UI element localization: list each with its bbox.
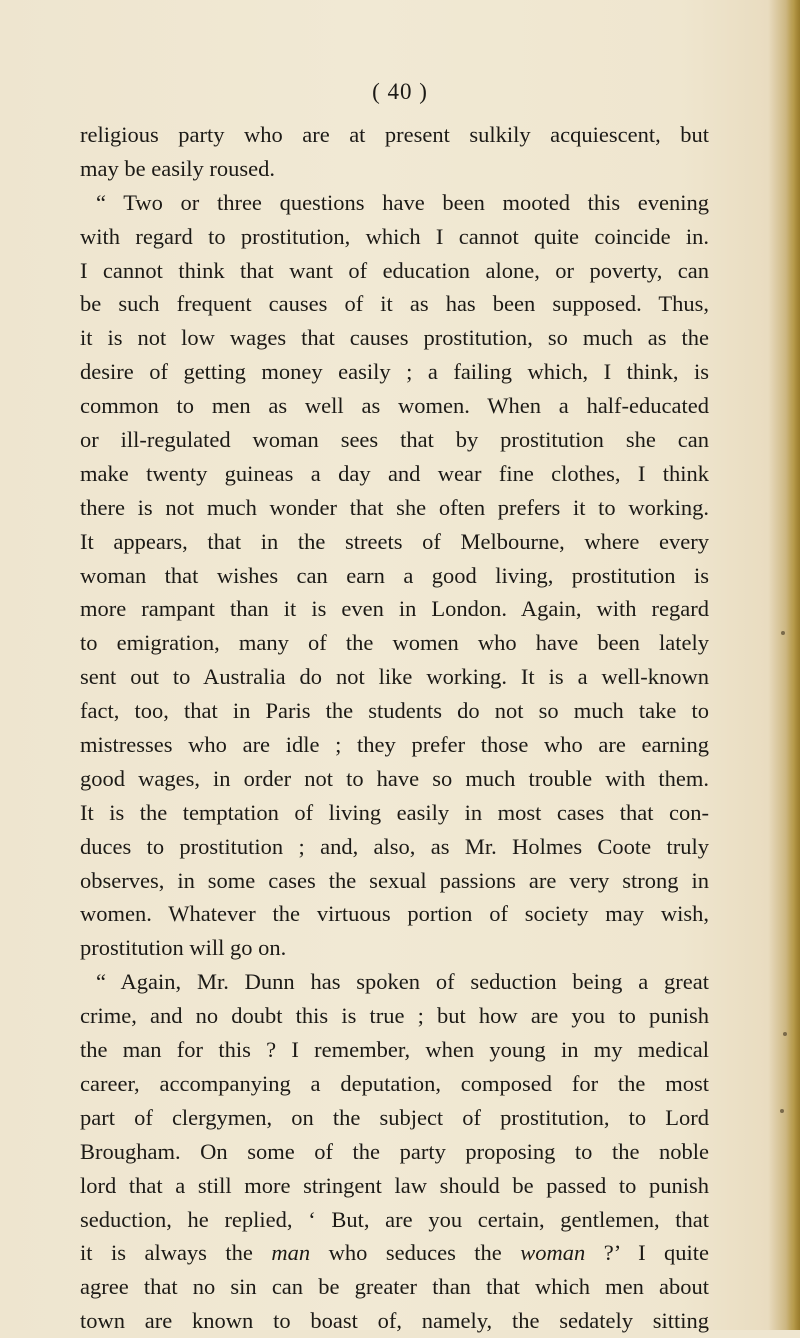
page-edge-shadow <box>786 0 800 1330</box>
margin-speck <box>781 631 785 635</box>
text-line: part of clergymen, on the subject of prostitution, to Lord <box>80 1104 709 1130</box>
text-line: Brougham. On some of the party proposing to the noble <box>80 1138 709 1164</box>
text-line: woman that wishes can earn a good living, prostitution is <box>80 562 709 588</box>
text-line: prostitution will go on. <box>80 935 287 961</box>
text-line: may be easily roused. <box>80 155 275 181</box>
text-line: It is the temptation of living easily in most cases that con- <box>80 799 709 825</box>
text-line: “ Two or three questions have been mooted this evening <box>96 189 709 215</box>
text-line: duces to prostitution ; and, also, as Mr. Holmes Coote truly <box>80 833 709 859</box>
text-line: mistresses who are idle ; they prefer those who are earning <box>80 732 709 758</box>
margin-speck <box>783 1032 787 1036</box>
text-line: it is not low wages that causes prostitution, so much as the <box>80 325 709 351</box>
text-line: lord that a still more stringent law should be passed to punish <box>80 1172 709 1198</box>
text-line: common to men as well as women. When a half-educated <box>80 393 709 419</box>
text-line: women. Whatever the virtuous portion of society may wish, <box>80 901 709 927</box>
page-number: ( 40 ) <box>372 79 428 104</box>
body-text <box>80 118 709 1338</box>
italic-word: woman <box>520 1240 586 1266</box>
text-line: crime, and no doubt this is true ; but how are you to punish <box>80 1003 709 1029</box>
text-line: It appears, that in the streets of Melbourne, where every <box>80 528 709 554</box>
text-line: sent out to Australia do not like working. It is a well-known <box>80 664 709 690</box>
text-line: I cannot think that want of education alone, or poverty, can <box>80 257 709 283</box>
text-line: the man for this ? I remember, when young in my medical <box>80 1037 709 1063</box>
text-line: fact, too, that in Paris the students do not so much take to <box>80 698 709 724</box>
text-line: “ Again, Mr. Dunn has spoken of seduction being a great <box>96 969 709 995</box>
text-line: good wages, in order not to have so much trouble with them. <box>80 765 709 791</box>
text-line: or ill-regulated woman sees that by prostitution she can <box>80 427 709 453</box>
text-line: to emigration, many of the women who have been lately <box>80 630 709 656</box>
text-line: be such frequent causes of it as has been supposed. Thus, <box>80 291 709 317</box>
text-line: more rampant than it is even in London. Again, with regard <box>80 596 709 622</box>
text-line: with regard to prostitution, which I cannot quite coincide in. <box>80 223 709 249</box>
text-line: career, accompanying a deputation, composed for the most <box>80 1070 709 1096</box>
text-line: town are known to boast of, namely, the sedately sitting <box>80 1308 709 1334</box>
text-line: observes, in some cases the sexual passions are very strong in <box>80 867 709 893</box>
text-line: make twenty guineas a day and wear fine clothes, I think <box>80 460 709 486</box>
text-line: religious party who are at present sulkily acquiescent, but <box>80 122 709 147</box>
text-line: desire of getting money easily ; a failing which, I think, is <box>80 359 709 385</box>
text-line: it is always the man who seduces the woman ?’ I quite <box>80 1240 710 1266</box>
text-line: agree that no sin can be greater than that which men about <box>80 1274 709 1300</box>
italic-word: man <box>271 1240 311 1266</box>
text-line: there is not much wonder that she often prefers it to working. <box>80 494 709 520</box>
margin-speck <box>780 1109 784 1113</box>
text-line: seduction, he replied, ‘ But, are you certain, gentlemen, that <box>80 1206 709 1232</box>
